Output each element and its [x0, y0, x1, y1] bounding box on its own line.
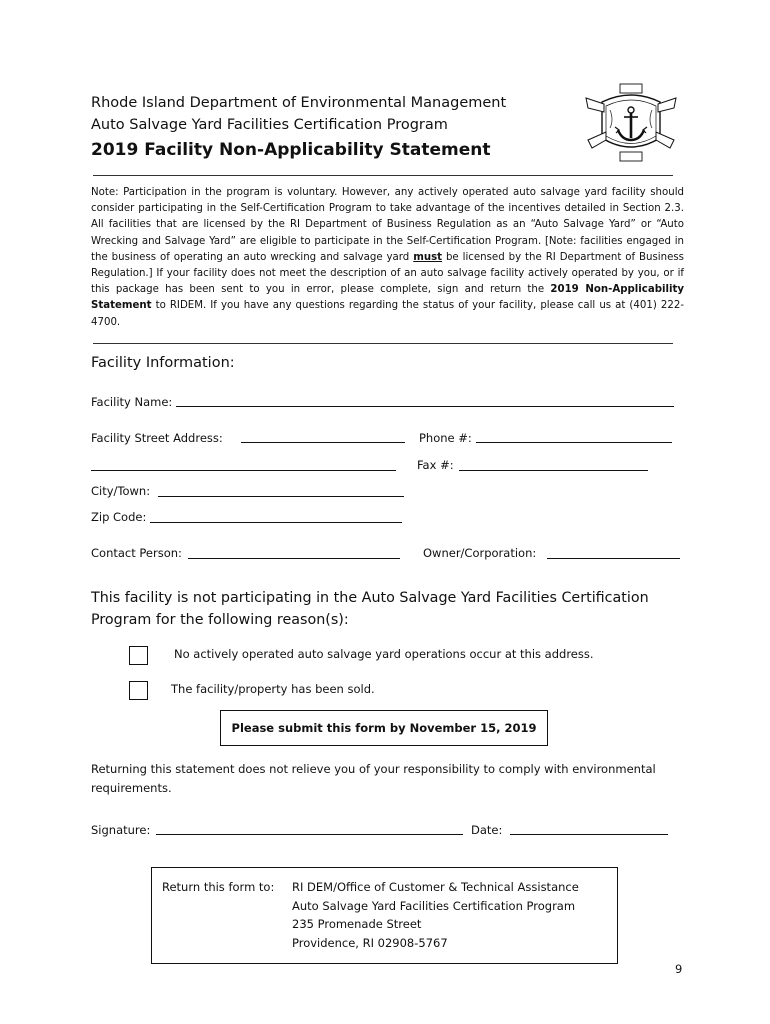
note-text-2: be licensed by the RI Department of Business Regulation.] If your facility does not meet the description of an auto salvage facility actively operated by you, or if this package has been sent to you in error, please complete, sign and return the: [91, 251, 684, 296]
return-address: [292, 878, 579, 952]
note-text-3: to RIDEM. If you have any questions regarding the status of your facility, please call us at (401) 222-4700.: [91, 300, 684, 328]
note-must-emphasis: must: [413, 251, 443, 263]
city-label: City/Town:: [91, 484, 151, 498]
property-sold-label: The facility/property has been sold.: [171, 682, 375, 696]
owner-field[interactable]: [547, 558, 680, 559]
street-address-line2-field[interactable]: [91, 470, 396, 471]
program-name: Auto Salvage Yard Facilities Certification Program: [91, 117, 448, 133]
no-operations-label: No actively operated auto salvage yard operations occur at this address.: [174, 647, 594, 661]
fax-field[interactable]: [459, 470, 648, 471]
department-name: Rhode Island Department of Environmental Management: [91, 95, 507, 111]
street-address-field[interactable]: [241, 442, 405, 443]
city-field[interactable]: [158, 496, 404, 497]
return-line-city: Providence, RI 02908-5767: [292, 935, 448, 950]
submit-deadline-text: Please submit this form by November 15, 2019: [231, 721, 537, 735]
reasons-heading: This facility is not participating in the Auto Salvage Yard Facilities Certification Program for the following reason(s):: [91, 590, 649, 628]
responsibility-statement: Returning this statement does not relieve you of your responsibility to comply with environmental requirements.: [91, 762, 656, 795]
fax-label: Fax #:: [417, 458, 454, 472]
title-divider: [93, 175, 673, 176]
signature-field[interactable]: [156, 834, 463, 835]
page-number: 9: [675, 962, 683, 976]
owner-label: Owner/Corporation:: [423, 546, 537, 560]
zip-label: Zip Code:: [91, 510, 147, 524]
return-address-box: [151, 867, 618, 964]
note-form-name: 2019 Non-Applicability Statement: [91, 284, 684, 312]
phone-label: Phone #:: [419, 431, 472, 445]
state-seal-icon: [582, 80, 680, 166]
date-field[interactable]: [510, 834, 668, 835]
note-text-1: Note: Participation in the program is voluntary. However, any actively operated auto salvage yard facility should consider participating in the Self-Certification Program to take advantage of the incentives detailed in Section 2.3. All facilities that are licensed by the RI Department of Business Regulation as an “Auto Salvage Yard” or “Auto Wrecking and Salvage Yard” are eligible to participate in the Self-Certification Program. [Note: facilities engaged in the business of operating an auto wrecking and salvage yard: [91, 187, 684, 263]
contact-person-label: Contact Person:: [91, 546, 182, 560]
note-divider: [93, 343, 673, 344]
facility-name-field[interactable]: [176, 406, 674, 407]
street-address-label: Facility Street Address:: [91, 431, 223, 445]
zip-field[interactable]: [150, 522, 402, 523]
return-line-office: RI DEM/Office of Customer & Technical Assistance: [292, 880, 579, 894]
property-sold-checkbox[interactable]: [129, 681, 148, 700]
page-title: 2019 Facility Non-Applicability Statement: [91, 140, 491, 160]
date-label: Date:: [471, 823, 503, 837]
facility-info-heading: Facility Information:: [91, 355, 235, 371]
return-line-program: Auto Salvage Yard Facilities Certification Program: [292, 898, 576, 913]
return-label: Return this form to:: [162, 880, 275, 894]
return-line-street: 235 Promenade Street: [292, 917, 422, 931]
contact-person-field[interactable]: [188, 558, 400, 559]
submit-deadline-notice: [220, 710, 548, 746]
signature-label: Signature:: [91, 823, 151, 837]
note-paragraph: [91, 185, 684, 331]
no-operations-checkbox[interactable]: [129, 646, 148, 665]
facility-name-label: Facility Name:: [91, 395, 173, 409]
phone-field[interactable]: [476, 442, 672, 443]
